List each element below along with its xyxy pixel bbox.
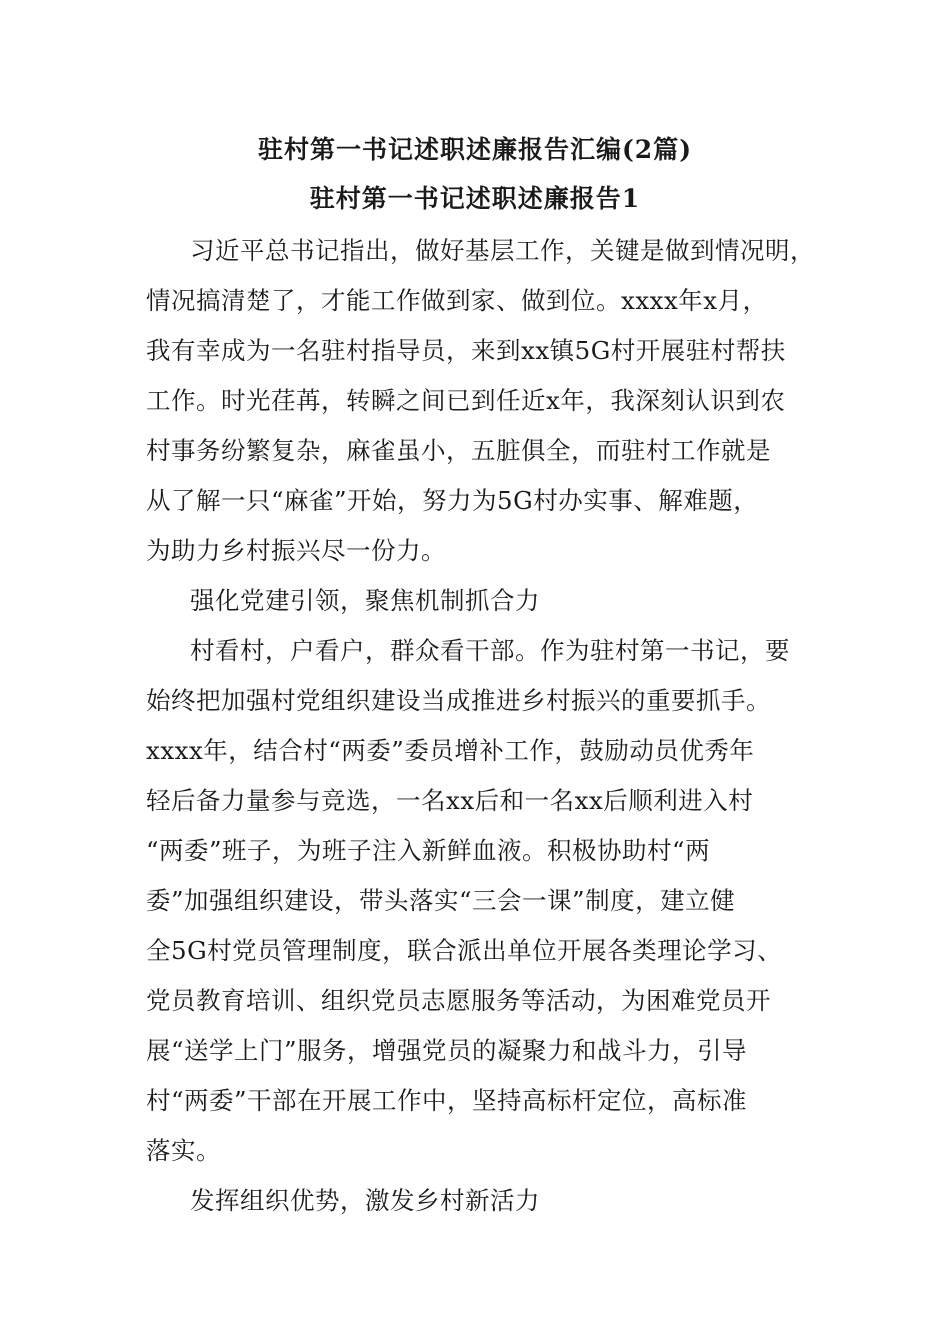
paragraph-line: “两委”班子，为班子注入新鲜血液。积极协助村“两 [146, 836, 711, 865]
document-subtitle: 驻村第一书记述职述廉报告1 [309, 184, 641, 213]
paragraph-line: xxxx年，结合村“两委”委员增补工作，鼓励动员优秀年 [146, 736, 755, 765]
paragraph-line: 从了解一只“麻雀”开始，努力为5G村办实事、解难题， [146, 486, 759, 515]
paragraph-line: 始终把加强村党组织建设当成推进乡村振兴的重要抓手。 [146, 686, 771, 715]
document-title: 驻村第一书记述职述廉报告汇编(2篇) [257, 135, 693, 164]
paragraph-line: 村“两委”干部在开展工作中，坚持高标杆定位，高标准 [146, 1086, 748, 1115]
paragraph-line: 习近平总书记指出，做好基层工作，关键是做到情况明， [190, 236, 815, 265]
paragraph-line: 全5G村党员管理制度，联合派出单位开展各类理论学习、 [146, 936, 783, 965]
paragraph-line: 委”加强组织建设，带头落实“三会一课”制度，建立健 [146, 886, 736, 915]
paragraph-line: 情况搞清楚了，才能工作做到家、做到位。xxxx年x月， [146, 286, 768, 315]
paragraph-line: 工作。时光荏苒，转瞬之间已到任近x年，我深刻认识到农 [146, 386, 786, 415]
paragraph-line: 轻后备力量参与竞选，一名xx后和一名xx后顺利进入村 [146, 786, 754, 815]
section-heading: 发挥组织优势，激发乡村新活力 [190, 1186, 540, 1215]
paragraph-line: 落实。 [146, 1136, 221, 1165]
paragraph-line: 村看村，户看户，群众看干部。作为驻村第一书记，要 [190, 636, 790, 665]
paragraph-line: 为助力乡村振兴尽一份力。 [146, 536, 446, 565]
section-heading: 强化党建引领，聚焦机制抓合力 [190, 586, 540, 615]
paragraph-line: 展“送学上门”服务，增强党员的凝聚力和战斗力，引导 [146, 1036, 748, 1065]
paragraph-line: 我有幸成为一名驻村指导员，来到xx镇5G村开展驻村帮扶 [146, 336, 786, 365]
paragraph-line: 党员教育培训、组织党员志愿服务等活动，为困难党员开 [146, 986, 771, 1015]
paragraph-line: 村事务纷繁复杂，麻雀虽小，五脏俱全，而驻村工作就是 [146, 436, 771, 465]
